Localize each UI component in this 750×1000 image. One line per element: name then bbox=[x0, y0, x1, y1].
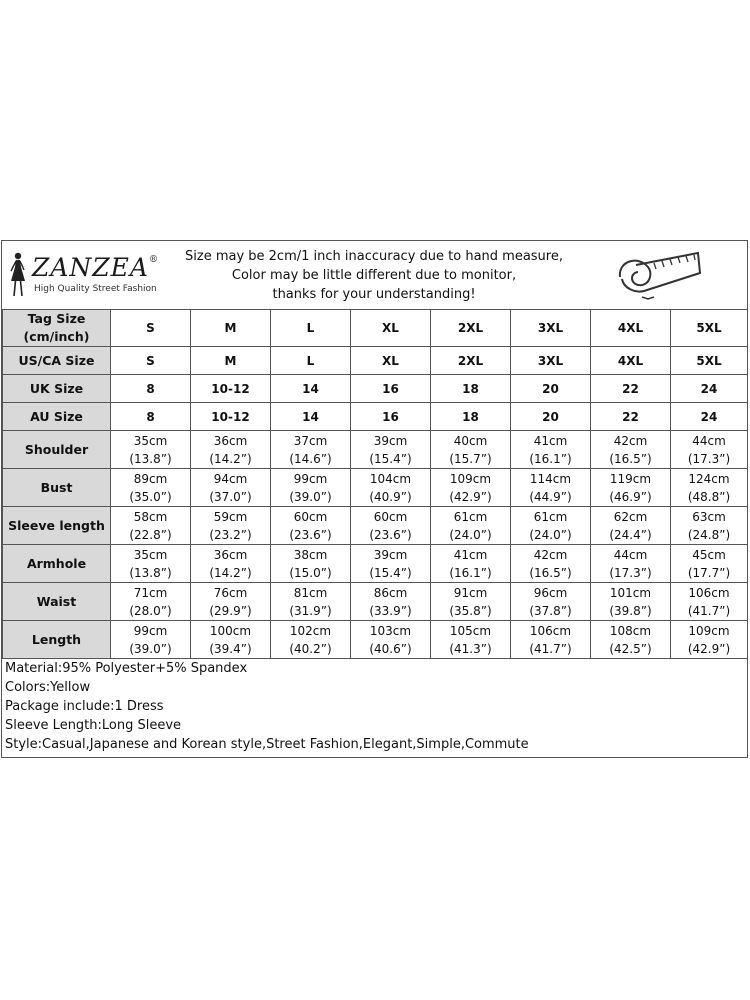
measurement-row bbox=[3, 545, 748, 583]
measurement-row bbox=[3, 431, 748, 469]
measurement-cell bbox=[591, 621, 671, 659]
size-cell: 18 bbox=[431, 403, 511, 431]
value-cm: 42cm bbox=[613, 433, 648, 448]
size-cell: 20 bbox=[511, 403, 591, 431]
value-inch: (15.4”) bbox=[369, 565, 412, 580]
measurement-cell bbox=[671, 507, 748, 545]
value-cm: 60cm bbox=[293, 509, 328, 524]
value-cm: 61cm bbox=[533, 509, 568, 524]
size-cell: L bbox=[271, 310, 351, 347]
value-inch: (17.3”) bbox=[687, 451, 731, 466]
value-inch: (39.4”) bbox=[209, 641, 252, 656]
measurement-cell bbox=[591, 431, 671, 469]
value-cm: 60cm bbox=[373, 509, 408, 524]
size-cell: 2XL bbox=[431, 347, 511, 375]
size-row bbox=[3, 310, 748, 347]
measurement-cell bbox=[111, 469, 191, 507]
value-inch: (41.7”) bbox=[529, 641, 572, 656]
size-table-body bbox=[3, 310, 748, 431]
measurement-cell bbox=[191, 583, 271, 621]
size-cell: 8 bbox=[111, 403, 191, 431]
value-cm: 62cm bbox=[613, 509, 648, 524]
measurement-notice bbox=[174, 247, 574, 304]
value-cm: 114cm bbox=[529, 471, 572, 486]
value-cm: 109cm bbox=[449, 471, 492, 486]
measurement-cell bbox=[671, 469, 748, 507]
value-cm: 86cm bbox=[373, 585, 408, 600]
measurement-cell bbox=[511, 507, 591, 545]
row-label: UK Size bbox=[3, 375, 111, 403]
value-cm: 37cm bbox=[293, 433, 328, 448]
row-label: Tag Size (cm/inch) bbox=[3, 310, 111, 347]
size-cell: 4XL bbox=[591, 310, 671, 347]
measurement-cell bbox=[351, 431, 431, 469]
size-cell: 4XL bbox=[591, 347, 671, 375]
measurement-cell bbox=[591, 507, 671, 545]
size-cell: S bbox=[111, 310, 191, 347]
value-cm: 99cm bbox=[133, 623, 168, 638]
row-label: Waist bbox=[3, 583, 111, 621]
value-inch: (13.8”) bbox=[129, 451, 172, 466]
size-cell: 20 bbox=[511, 375, 591, 403]
value-inch: (46.9”) bbox=[609, 489, 652, 504]
size-cell: 5XL bbox=[671, 347, 748, 375]
measurement-cell bbox=[351, 545, 431, 583]
value-cm: 99cm bbox=[293, 471, 328, 486]
value-inch: (14.6”) bbox=[289, 451, 332, 466]
value-cm: 61cm bbox=[453, 509, 488, 524]
value-cm: 38cm bbox=[293, 547, 328, 562]
measurement-cell bbox=[191, 621, 271, 659]
size-cell: M bbox=[191, 347, 271, 375]
measurement-cell bbox=[351, 583, 431, 621]
size-cell: XL bbox=[351, 347, 431, 375]
value-cm: 106cm bbox=[529, 623, 572, 638]
value-inch: (37.8”) bbox=[529, 603, 572, 618]
size-cell: L bbox=[271, 347, 351, 375]
detail-material: Material:95% Polyester+5% Spandex bbox=[5, 661, 248, 676]
measurement-cell bbox=[111, 431, 191, 469]
value-inch: (39.0”) bbox=[289, 489, 332, 504]
value-inch: (42.9”) bbox=[687, 641, 731, 656]
value-inch: (23.6”) bbox=[289, 527, 332, 542]
size-cell: 14 bbox=[271, 375, 351, 403]
value-inch: (39.8”) bbox=[609, 603, 652, 618]
size-cell: 10-12 bbox=[191, 375, 271, 403]
value-cm: 36cm bbox=[213, 547, 248, 562]
value-cm: 101cm bbox=[609, 585, 652, 600]
measurement-cell bbox=[431, 469, 511, 507]
value-cm: 119cm bbox=[609, 471, 652, 486]
measurement-cell bbox=[431, 583, 511, 621]
size-cell: 3XL bbox=[511, 310, 591, 347]
value-inch: (22.8”) bbox=[129, 527, 172, 542]
value-cm: 102cm bbox=[289, 623, 332, 638]
value-inch: (41.7”) bbox=[687, 603, 731, 618]
measurement-cell bbox=[191, 431, 271, 469]
size-cell: 8 bbox=[111, 375, 191, 403]
measurement-cell bbox=[111, 545, 191, 583]
detail-style: Style:Casual,Japanese and Korean style,Street Fashion,Elegant,Simple,Commute bbox=[5, 737, 529, 752]
size-cell: S bbox=[111, 347, 191, 375]
value-cm: 39cm bbox=[373, 547, 408, 562]
measurement-cell bbox=[271, 507, 351, 545]
measurement-cell bbox=[351, 469, 431, 507]
size-cell: 24 bbox=[671, 375, 748, 403]
measurement-cell bbox=[191, 545, 271, 583]
value-inch: (39.0”) bbox=[129, 641, 172, 656]
value-cm: 96cm bbox=[533, 585, 568, 600]
value-inch: (24.8”) bbox=[687, 527, 731, 542]
measurement-cell bbox=[351, 621, 431, 659]
measurement-row bbox=[3, 507, 748, 545]
measurement-cell bbox=[431, 545, 511, 583]
measurement-cell bbox=[511, 621, 591, 659]
value-cm: 81cm bbox=[293, 585, 328, 600]
measurement-cell bbox=[591, 469, 671, 507]
measurement-cell bbox=[271, 431, 351, 469]
value-cm: 91cm bbox=[453, 585, 488, 600]
row-label: Bust bbox=[3, 469, 111, 507]
value-inch: (15.4”) bbox=[369, 451, 412, 466]
size-row bbox=[3, 403, 748, 431]
size-row bbox=[3, 375, 748, 403]
value-inch: (33.9”) bbox=[369, 603, 412, 618]
value-inch: (24.0”) bbox=[449, 527, 492, 542]
brand-name: ZANZEA® bbox=[32, 253, 159, 282]
measurement-cell bbox=[111, 507, 191, 545]
value-cm: 41cm bbox=[453, 547, 488, 562]
size-cell: 10-12 bbox=[191, 403, 271, 431]
value-cm: 36cm bbox=[213, 433, 248, 448]
brand-tagline: High Quality Street Fashion bbox=[34, 284, 157, 294]
value-inch: (40.6”) bbox=[369, 641, 412, 656]
product-details bbox=[5, 659, 529, 754]
value-cm: 89cm bbox=[133, 471, 168, 486]
measurement-cell bbox=[191, 507, 271, 545]
size-cell: 16 bbox=[351, 403, 431, 431]
value-inch: (31.9”) bbox=[289, 603, 332, 618]
size-cell: 18 bbox=[431, 375, 511, 403]
measurement-cell bbox=[511, 545, 591, 583]
measurement-cell bbox=[511, 583, 591, 621]
value-inch: (13.8”) bbox=[129, 565, 172, 580]
value-inch: (15.7”) bbox=[449, 451, 492, 466]
value-cm: 76cm bbox=[213, 585, 248, 600]
value-inch: (42.5”) bbox=[609, 641, 652, 656]
value-inch: (28.0”) bbox=[129, 603, 172, 618]
value-cm: 42cm bbox=[533, 547, 568, 562]
value-inch: (40.2”) bbox=[289, 641, 332, 656]
value-cm: 71cm bbox=[133, 585, 168, 600]
value-inch: (44.9”) bbox=[529, 489, 572, 504]
value-inch: (16.1”) bbox=[449, 565, 492, 580]
value-inch: (42.9”) bbox=[449, 489, 492, 504]
value-cm: 41cm bbox=[533, 433, 568, 448]
notice-line: thanks for your understanding! bbox=[272, 287, 476, 302]
value-inch: (24.0”) bbox=[529, 527, 572, 542]
measuring-tape-icon bbox=[614, 247, 704, 305]
value-inch: (16.5”) bbox=[529, 565, 572, 580]
size-chart-sheet bbox=[1, 240, 748, 758]
measurement-cell bbox=[671, 583, 748, 621]
value-inch: (15.0”) bbox=[289, 565, 332, 580]
notice-line: Color may be little different due to monitor, bbox=[231, 268, 517, 283]
value-cm: 45cm bbox=[692, 547, 726, 562]
measurement-cell bbox=[191, 469, 271, 507]
value-cm: 44cm bbox=[613, 547, 648, 562]
brand-logo bbox=[6, 249, 159, 301]
size-cell: 24 bbox=[671, 403, 748, 431]
measurement-cell bbox=[271, 545, 351, 583]
value-inch: (17.3”) bbox=[609, 565, 652, 580]
value-inch: (16.5”) bbox=[609, 451, 652, 466]
row-label: Shoulder bbox=[3, 431, 111, 469]
size-table bbox=[2, 309, 748, 659]
row-label: Length bbox=[3, 621, 111, 659]
value-inch: (14.2”) bbox=[209, 565, 252, 580]
value-cm: 100cm bbox=[209, 623, 252, 638]
size-cell: 22 bbox=[591, 375, 671, 403]
measurement-cell bbox=[111, 583, 191, 621]
measurement-row bbox=[3, 469, 748, 507]
detail-sleeve-length: Sleeve Length:Long Sleeve bbox=[5, 718, 182, 733]
row-label: AU Size bbox=[3, 403, 111, 431]
size-cell: 14 bbox=[271, 403, 351, 431]
value-cm: 94cm bbox=[213, 471, 248, 486]
measurement-row bbox=[3, 583, 748, 621]
size-cell: XL bbox=[351, 310, 431, 347]
size-cell: 3XL bbox=[511, 347, 591, 375]
measurement-cell bbox=[111, 621, 191, 659]
size-cell: 5XL bbox=[671, 310, 748, 347]
measurement-cell bbox=[271, 583, 351, 621]
value-cm: 108cm bbox=[609, 623, 652, 638]
value-cm: 103cm bbox=[369, 623, 412, 638]
measurement-table-body bbox=[3, 431, 748, 659]
value-cm: 44cm bbox=[692, 433, 726, 448]
size-cell: M bbox=[191, 310, 271, 347]
value-inch: (35.8”) bbox=[449, 603, 492, 618]
value-inch: (14.2”) bbox=[209, 451, 252, 466]
value-inch: (23.2”) bbox=[209, 527, 252, 542]
measurement-cell bbox=[671, 621, 748, 659]
detail-package: Package include:1 Dress bbox=[5, 699, 164, 714]
value-inch: (16.1”) bbox=[529, 451, 572, 466]
value-cm: 105cm bbox=[449, 623, 492, 638]
value-cm: 39cm bbox=[373, 433, 408, 448]
value-inch: (37.0”) bbox=[209, 489, 252, 504]
value-inch: (40.9”) bbox=[369, 489, 412, 504]
measurement-cell bbox=[671, 545, 748, 583]
value-inch: (29.9”) bbox=[209, 603, 252, 618]
value-cm: 59cm bbox=[213, 509, 248, 524]
size-cell: 16 bbox=[351, 375, 431, 403]
value-cm: 124cm bbox=[688, 471, 730, 486]
measurement-cell bbox=[591, 583, 671, 621]
row-label: US/CA Size bbox=[3, 347, 111, 375]
size-row bbox=[3, 347, 748, 375]
measurement-cell bbox=[351, 507, 431, 545]
measurement-cell bbox=[431, 621, 511, 659]
measurement-cell bbox=[511, 431, 591, 469]
size-cell: 2XL bbox=[431, 310, 511, 347]
measurement-cell bbox=[271, 621, 351, 659]
notice-line: Size may be 2cm/1 inch inaccuracy due to hand measure, bbox=[185, 249, 563, 264]
value-cm: 109cm bbox=[688, 623, 730, 638]
measurement-row bbox=[3, 621, 748, 659]
chart-header bbox=[2, 241, 747, 310]
value-inch: (48.8”) bbox=[687, 489, 731, 504]
value-cm: 40cm bbox=[453, 433, 488, 448]
value-cm: 58cm bbox=[133, 509, 168, 524]
measurement-cell bbox=[431, 431, 511, 469]
value-inch: (41.3”) bbox=[449, 641, 492, 656]
value-inch: (17.7”) bbox=[687, 565, 731, 580]
value-cm: 104cm bbox=[369, 471, 412, 486]
row-label: Armhole bbox=[3, 545, 111, 583]
measurement-cell bbox=[271, 469, 351, 507]
measurement-cell bbox=[511, 469, 591, 507]
value-inch: (24.4”) bbox=[609, 527, 652, 542]
value-cm: 35cm bbox=[133, 433, 168, 448]
value-inch: (35.0”) bbox=[129, 489, 172, 504]
fashion-model-icon bbox=[6, 251, 30, 299]
size-cell: 22 bbox=[591, 403, 671, 431]
detail-colors: Colors:Yellow bbox=[5, 680, 91, 695]
measurement-cell bbox=[591, 545, 671, 583]
value-cm: 35cm bbox=[133, 547, 168, 562]
measurement-cell bbox=[431, 507, 511, 545]
measurement-cell bbox=[671, 431, 748, 469]
row-label: Sleeve length bbox=[3, 507, 111, 545]
value-cm: 63cm bbox=[692, 509, 726, 524]
value-cm: 106cm bbox=[688, 585, 730, 600]
value-inch: (23.6”) bbox=[369, 527, 412, 542]
